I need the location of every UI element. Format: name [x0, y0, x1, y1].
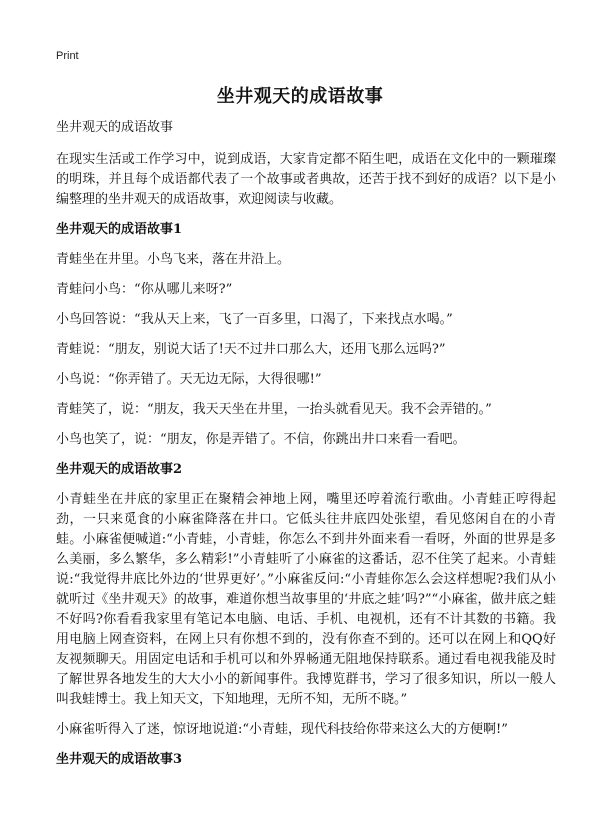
- story2-paragraph: 小青蛙坐在井底的家里正在聚精会神地上网，嘴里还哼着流行歌曲。小青蛙正哼得起劲，一只来觅食的小麻雀降落在井口。它低头往井底四处张望，看见悠闲自在的小青蛙。小麻雀便喊道:“小青蛙，小青蛙，你怎么不到井外面来看一看呀，外面的世界是多么美丽，多么繁华，多么精彩!”小青蛙听了小麻雀的这番话，忍不住笑了起来。小青蛙说:“我觉得井底比外边的‘世界更好’。”小麻雀反问:“小青蛙你怎么会这样想呢?我们从小就听过《坐井观天》的故事，难道你想当故事里的‘井底之蛙’吗?”“小麻雀，做井底之蛙不好吗?你看看我家里有笔记本电脑、电话、手机、电视机，还有不计其数的书籍。我用电脑上网查资料，在网上只有你想不到的，没有你查不到的。还可以在网上和QQ好友视频聊天。用固定电话和手机可以和外界畅通无阻地保持联系。通过看电视我能及时了解世界各地发生的大大小小的新闻事件。我博览群书，学习了很多知识，所以一般人叫我蛙博士。我上知天文，下知地理，无所不知，无所不晓。”: [56, 492, 556, 707]
- article-body: [56, 118, 556, 780]
- page-title: 坐井观天的成语故事: [216, 86, 384, 107]
- story1-paragraph: 青蛙笑了，说：“朋友，我天天坐在井里，一抬头就看见天。我不会弄错的。”: [56, 402, 492, 417]
- story1-paragraph: 小鸟也笑了，说：“朋友，你是弄错了。不信，你跳出井口来看一看吧。: [56, 432, 466, 447]
- intro-paragraph: 在现实生活或工作学习中，说到成语，大家肯定都不陌生吧，成语在文化中的一颗璀璨的明珠，并且每个成语都代表了一个故事或者典故，还苦于找不到好的成语？以下是小编整理的坐井观天的成语故事，欢迎阅读与收藏。: [56, 152, 556, 207]
- story1-paragraph: 青蛙问小鸟：“你从哪儿来呀?”: [56, 282, 233, 297]
- story1-heading: 坐井观天的成语故事1: [56, 222, 183, 237]
- story2-heading: 坐井观天的成语故事2: [56, 462, 183, 477]
- story2-paragraph: 小麻雀听得入了迷，惊讶地说道:“小青蛙，现代科技给你带来这么大的方便啊!”: [56, 722, 508, 737]
- story1-paragraph: 小鸟说：“你弄错了。天无边无际，大得很哪!”: [56, 372, 322, 387]
- print-link[interactable]: Print: [56, 50, 79, 62]
- story1-paragraph: 小鸟回答说：“我从天上来，飞了一百多里，口渴了，下来找点水喝。”: [56, 312, 453, 327]
- story3-heading: 坐井观天的成语故事3: [56, 752, 183, 767]
- article-subtitle: 坐井观天的成语故事: [56, 120, 174, 135]
- story1-paragraph: 青蛙说：“朋友，别说大话了!天不过井口那么大，还用飞那么远吗?”: [56, 342, 446, 357]
- story1-paragraph: 青蛙坐在井里。小鸟飞来，落在井沿上。: [56, 252, 291, 267]
